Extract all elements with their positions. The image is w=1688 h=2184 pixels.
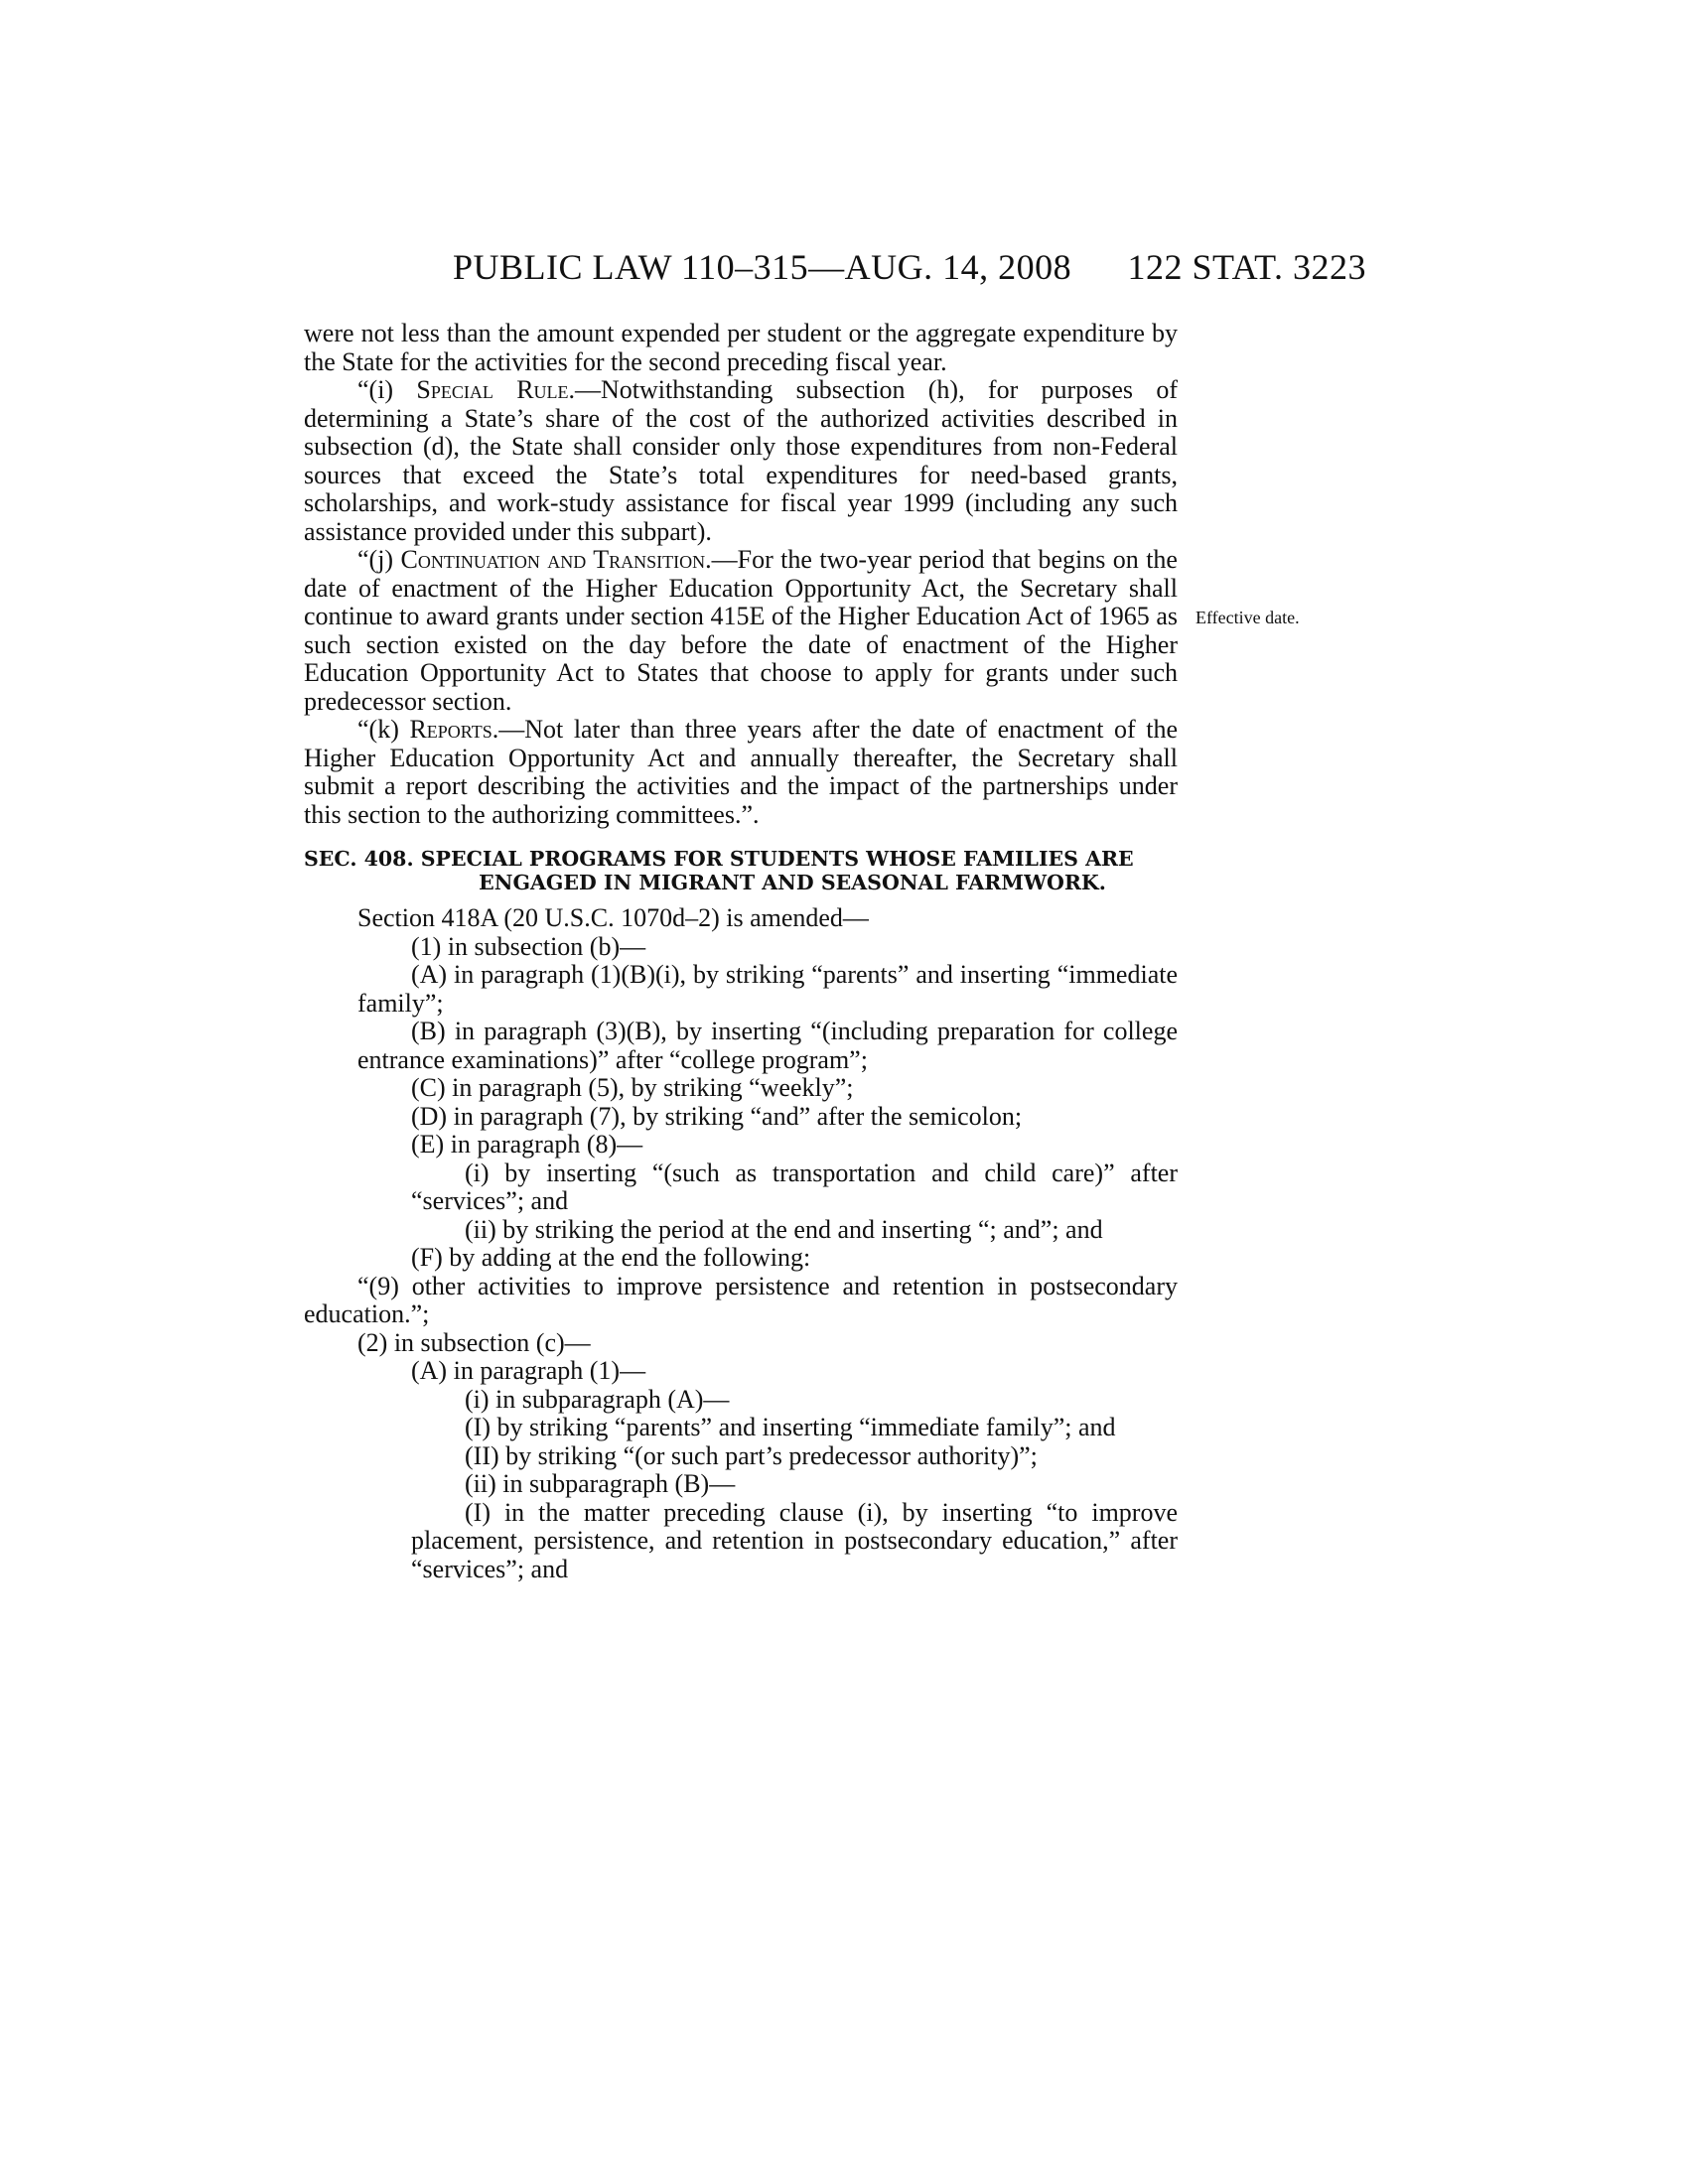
list-item: (I) by striking “parents” and inserting “immediate family”; and [465,1413,1116,1441]
list-item: (ii) by striking the period at the end and inserting “; and”; and [465,1214,1103,1244]
quoted-paragraph-9: “(9) other activities to improve persistence and retention in postsecondary education.”; [304,1271,1178,1328]
list-item: (E) in paragraph (8)— [411,1130,643,1159]
list-item: (i) by inserting “(such as transportation and child care)” after “services”; and [411,1158,1178,1215]
page-stat-number: 122 STAT. 3223 [1127,247,1366,287]
list-item: (i) in subparagraph (A)— [465,1384,730,1414]
list-item: (II) by striking “(or such part’s predecessor authority)”; [465,1440,1038,1470]
margin-note: Effective date. [1196,608,1300,627]
list-item: (2) in subsection (c)— [357,1327,591,1357]
main-text-column [304,320,1178,1583]
list-item: (1) in subsection (b)— [411,931,646,961]
running-header-title: PUBLIC LAW 110–315—AUG. 14, 2008 [453,247,1072,287]
list-item: (C) in paragraph (5), by striking “weekly”; [411,1073,854,1102]
paragraph-continuation: were not less than the amount expended per student or the aggregate expenditure by the State for the activities for the second preceding fiscal year. [304,319,1178,376]
list-item: (F) by adding at the end the following: [411,1243,811,1272]
list-item: (D) in paragraph (7), by striking “and” after the semicolon; [411,1101,1023,1131]
list-item: (I) in the matter preceding clause (i), by inserting “to improve placement, persistence, and retention in postsecondary education,” after “services”; and [411,1497,1178,1583]
list-item: (A) in paragraph (1)— [411,1356,646,1385]
subsection-k-heading: Reports [409,715,492,744]
section-heading: SEC. 408. SPECIAL PROGRAMS FOR STUDENTS WHOSE FAMILIES ARE ENGAGED IN MIGRANT AND SEASONAL FARMWORK. [304,847,1134,894]
subsection-k: “(k) Reports.—Not later than three years after the date of enactment of the Higher Education Opportunity Act and annually thereafter, the Secretary shall submit a report describing the activities and the impact of the partnerships under this section to the authorizing committees.”. [304,715,1179,829]
list-item: (B) in paragraph (3)(B), by inserting “(including preparation for college entrance examinations)” after “college program”; [357,1017,1178,1074]
subsection-i-heading: Special Rule [416,375,569,404]
subsection-j: “(j) Continuation and Transition.—For the two-year period that begins on the date of enactment of the Higher Education Opportunity Act, the Secretary shall continue to award grants under section 415E of the Higher Education Act of 1965 as such section existed on the day before the date of enactment of the Higher Education Opportunity Act to States that choose to apply for grants under such predecessor section. [304,545,1178,716]
list-item: (ii) in subparagraph (B)— [465,1469,736,1498]
list-item: (A) in paragraph (1)(B)(i), by striking “parents” and inserting “immediate family”; [357,960,1178,1018]
subsection-j-heading: Continuation and Transition [400,545,706,574]
section-intro: Section 418A (20 U.S.C. 1070d–2) is amended— [357,903,869,932]
subsection-i: “(i) Special Rule.—Notwithstanding subsection (h), for purposes of determining a State’s share of the cost of the authorized activities described in subsection (d), the State shall consider only those expenditures from non-Federal sources that exceed the State’s total expenditures for need-based grants, scholarships, and work-study assistance for fiscal year 1999 (including any such assistance provided under this subpart). [304,375,1178,546]
